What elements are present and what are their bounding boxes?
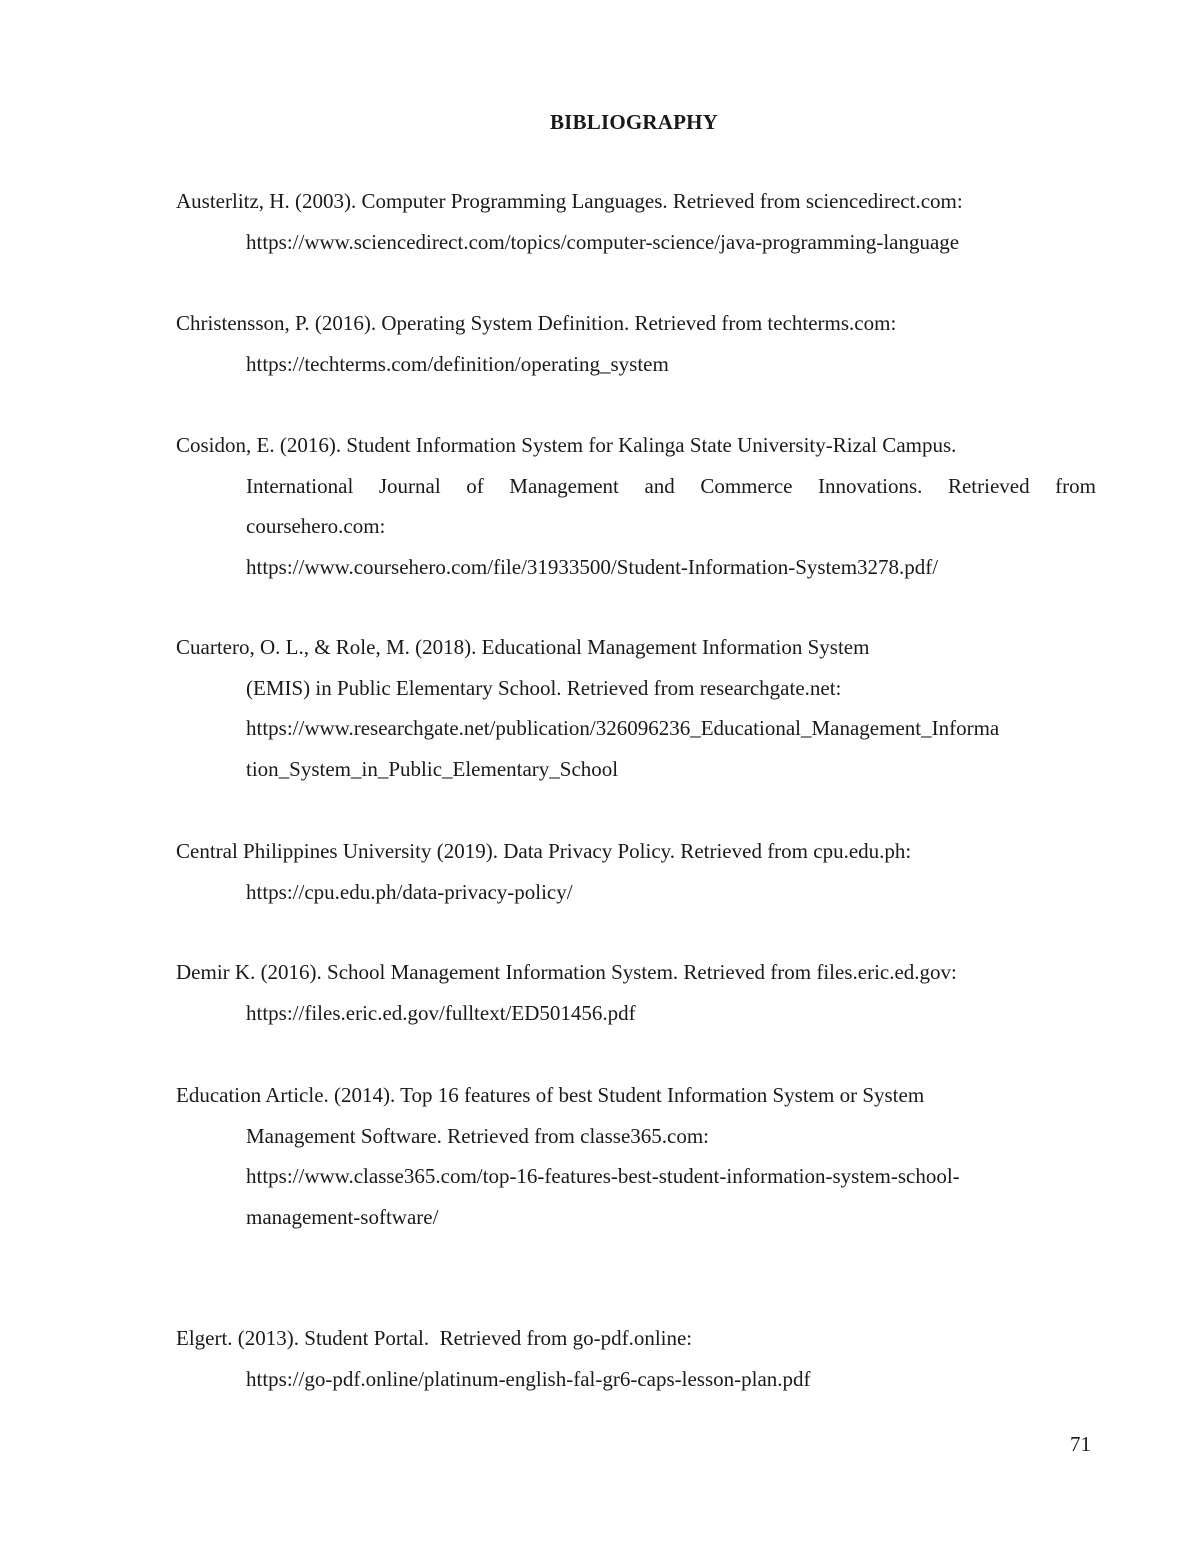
entry-line: Education Article. (2014). Top 16 features of best Student Information System or System — [176, 1083, 925, 1107]
entry-link[interactable]: https://go-pdf.online/platinum-english-fal-gr6-caps-lesson-plan.pdf — [246, 1366, 811, 1391]
entry-line: Elgert. (2013). Student Portal. Retrieved from go-pdf.online: — [176, 1326, 693, 1350]
entry-line: Central Philippines University (2019). Data Privacy Policy. Retrieved from cpu.edu.ph: — [176, 839, 912, 863]
bibliography-entry — [176, 425, 1096, 588]
entry-line: Management Software. Retrieved from classe365.com: — [246, 1123, 710, 1148]
bibliography-entry — [176, 831, 1096, 912]
bibliography-entry — [176, 952, 1096, 1033]
bibliography-entry — [176, 627, 1096, 790]
entry-line: (EMIS) in Public Elementary School. Retrieved from researchgate.net: — [246, 675, 842, 700]
bibliography-entry — [176, 1075, 1096, 1238]
entry-link[interactable]: https://cpu.edu.ph/data-privacy-policy/ — [246, 879, 573, 904]
page-title: BIBLIOGRAPHY — [549, 110, 719, 134]
entry-link[interactable]: https://files.eric.ed.gov/fulltext/ED501456.pdf — [246, 1000, 636, 1025]
bibliography-entry — [176, 303, 1096, 384]
entry-line: coursehero.com: — [246, 514, 386, 539]
entry-line: Austerlitz, H. (2003). Computer Programming Languages. Retrieved from sciencedirect.com: — [176, 189, 963, 213]
entry-link[interactable]: https://www.coursehero.com/file/31933500/Student-Information-System3278.pdf/ — [246, 555, 939, 580]
page-number: 71 — [1070, 1432, 1091, 1456]
entry-line: Christensson, P. (2016). Operating System Definition. Retrieved from techterms.com: — [176, 311, 897, 335]
entry-link[interactable]: https://www.classe365.com/top-16-features-best-student-information-system-school- — [246, 1164, 960, 1189]
entry-link[interactable]: tion_System_in_Public_Elementary_School — [246, 757, 619, 782]
entry-link[interactable]: management-software/ — [246, 1205, 439, 1230]
entry-line: Demir K. (2016). School Management Information System. Retrieved from files.eric.ed.gov: — [176, 960, 957, 984]
entry-link[interactable]: https://www.sciencedirect.com/topics/computer-science/java-programming-language — [246, 229, 960, 254]
entry-line: Cosidon, E. (2016). Student Information System for Kalinga State University-Rizal Campus. — [176, 433, 957, 457]
entry-line: International Journal of Management and Commerce Innovations. Retrieved from — [246, 473, 1096, 498]
bibliography-entry — [176, 181, 1096, 262]
entry-link[interactable]: https://www.researchgate.net/publication/326096236_Educational_Management_Informa — [246, 716, 1000, 741]
entry-line: Cuartero, O. L., & Role, M. (2018). Educational Management Information System — [176, 635, 870, 659]
entry-link[interactable]: https://techterms.com/definition/operating_system — [246, 351, 669, 376]
bibliography-entry — [176, 1318, 1096, 1399]
